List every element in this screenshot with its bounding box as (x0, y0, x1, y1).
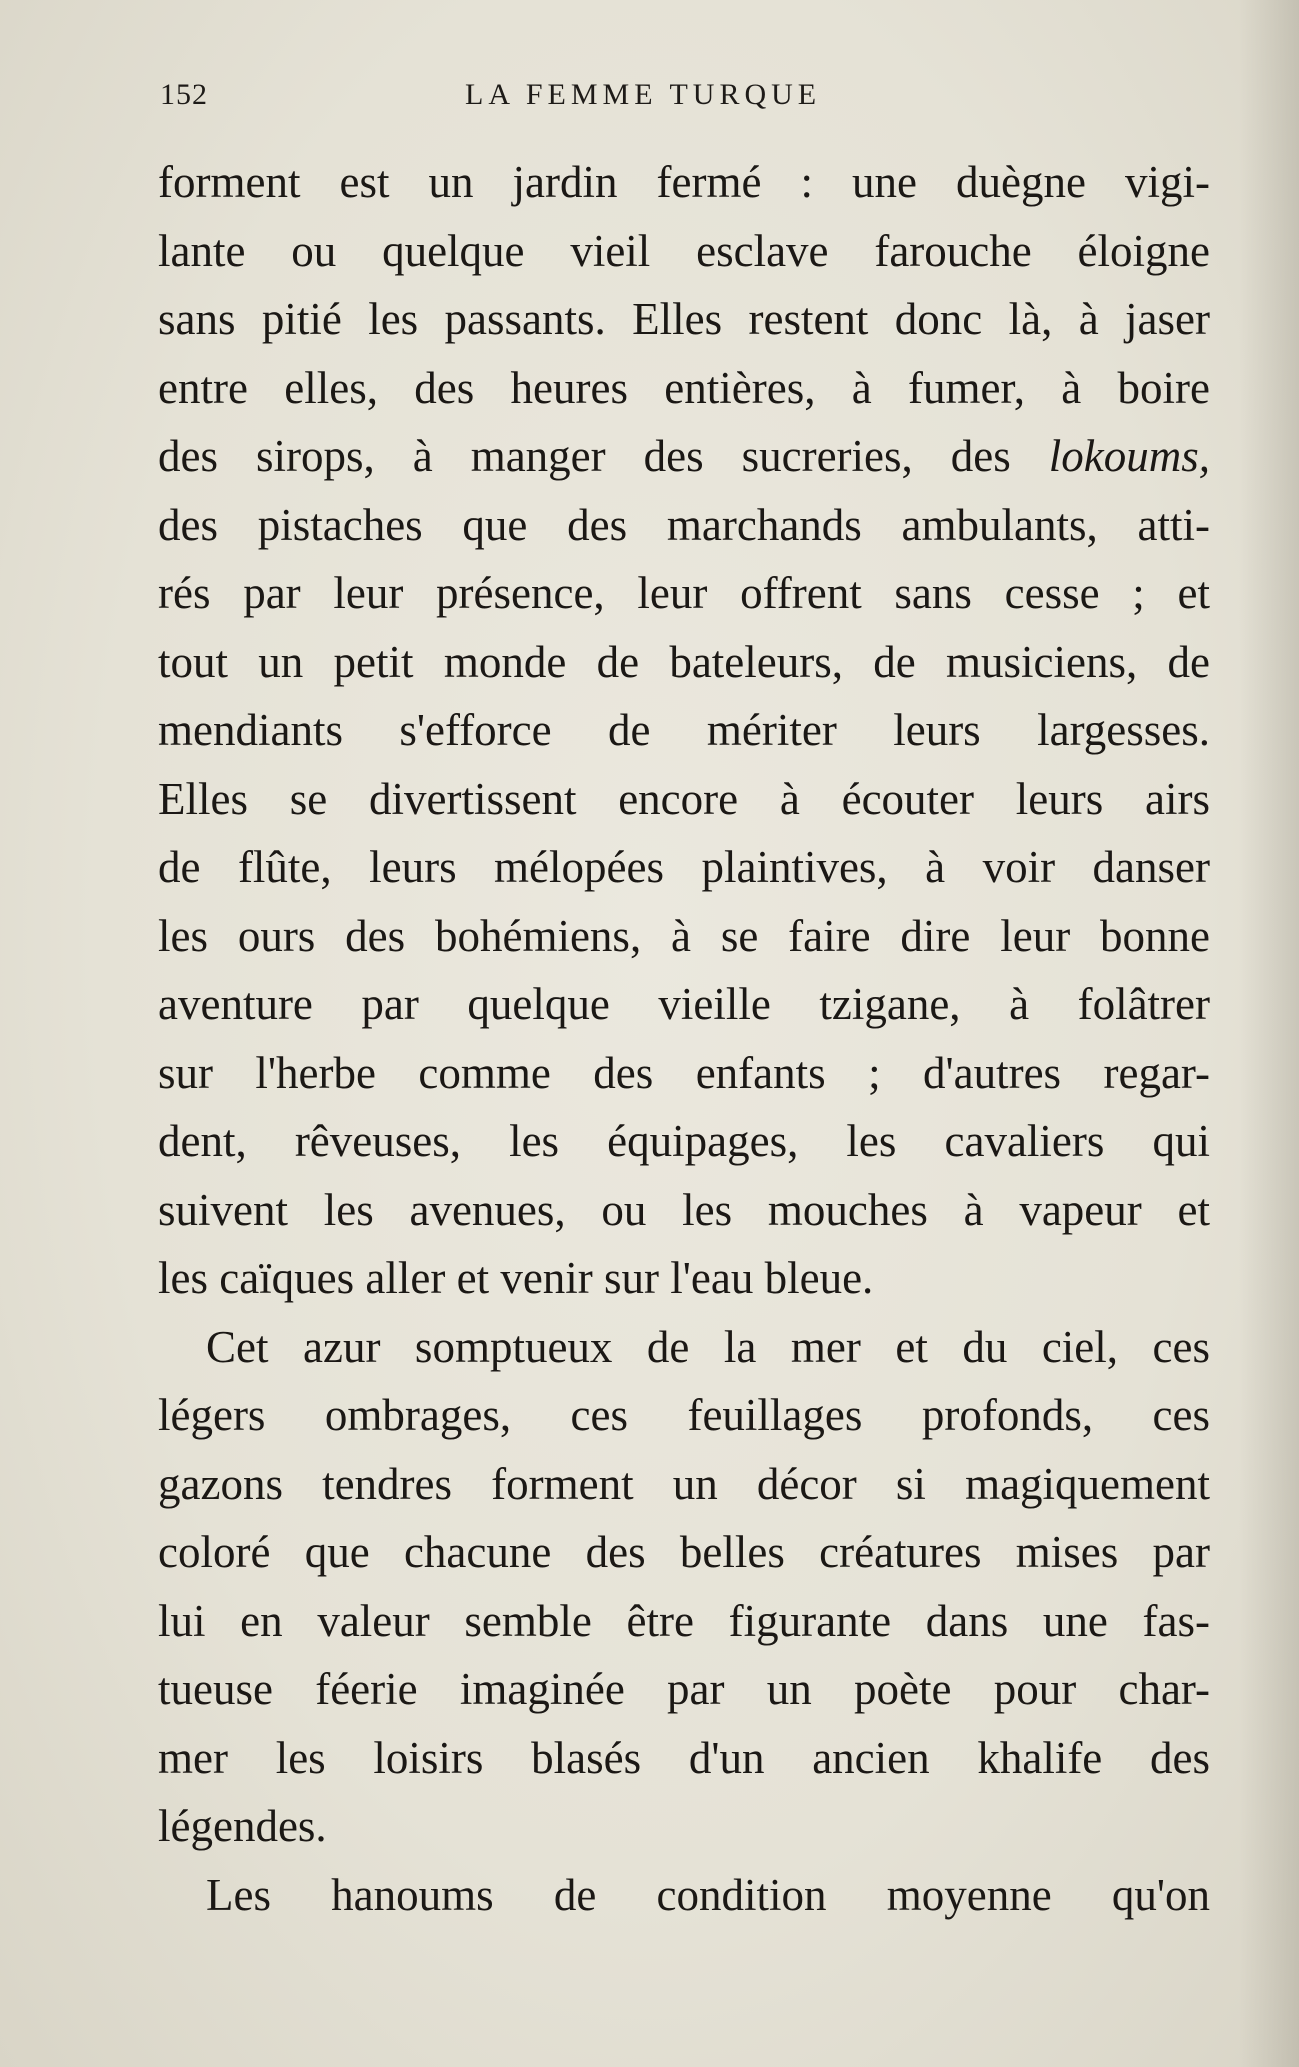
running-title: LA FEMME TURQUE (465, 78, 822, 111)
text-line-1: forment est un jardin fermé : une duègne vigi- (158, 157, 1210, 207)
text-line-21: coloré que chacune des belles créatures mises par (158, 1527, 1210, 1577)
text-line-20: gazons tendres forment un décor si magiquement (158, 1458, 1210, 1509)
text-line-4: entre elles, des heures entières, à fumer, à boire (158, 362, 1210, 413)
text-line-19: légers ombrages, ces feuillages profonds, ces (158, 1390, 1210, 1440)
body-text (158, 148, 1210, 1929)
page-edge-shadow (1239, 0, 1299, 2067)
text-line-22: lui en valeur semble être figurante dans une fas- (158, 1595, 1210, 1646)
text-line-26: Les hanoums de condition moyenne qu'on (206, 1869, 1210, 1920)
italic-word-lokoums: lokoums, (1048, 431, 1211, 481)
text-line-24: mer les loisirs blasés d'un ancien khalife des (158, 1732, 1210, 1783)
text-line-10: Elles se divertissent encore à écouter leurs airs (158, 773, 1210, 824)
page-number: 152 (160, 78, 208, 111)
text-line-2: lante ou quelque vieil esclave farouche éloigne (158, 225, 1210, 276)
text-line-17: les caïques aller et venir sur l'eau bleue. (158, 1253, 874, 1303)
text-line-3: sans pitié les passants. Elles restent donc là, à jaser (158, 294, 1210, 344)
text-line-15: dent, rêveuses, les équipages, les cavaliers qui (158, 1116, 1210, 1166)
text-line-7: rés par leur présence, leur offrent sans cesse ; et (158, 568, 1210, 618)
text-line-6: des pistaches que des marchands ambulants, atti- (158, 499, 1210, 550)
text-line-13: aventure par quelque vieille tzigane, à folâtrer (158, 979, 1210, 1029)
text-line-16: suivent les avenues, ou les mouches à vapeur et (158, 1184, 1210, 1235)
text-line-9: mendiants s'efforce de mériter leurs largesses. (158, 705, 1210, 755)
text-line-8: tout un petit monde de bateleurs, de musiciens, de (158, 636, 1210, 687)
page-header (160, 78, 1210, 122)
text-line-11: de flûte, leurs mélopées plaintives, à voir danser (158, 842, 1210, 892)
text-line-25: légendes. (158, 1801, 327, 1851)
text-line-5 (158, 422, 1210, 491)
text-line-18: Cet azur somptueux de la mer et du ciel, ces (206, 1321, 1210, 1372)
text-line-23: tueuse féerie imaginée par un poète pour char- (158, 1664, 1210, 1714)
text-line-12: les ours des bohémiens, à se faire dire leur bonne (158, 910, 1210, 961)
text-line-14: sur l'herbe comme des enfants ; d'autres regar- (158, 1047, 1210, 1098)
text-line-5-start: des sirops, à manger des sucreries, des (158, 431, 1011, 481)
